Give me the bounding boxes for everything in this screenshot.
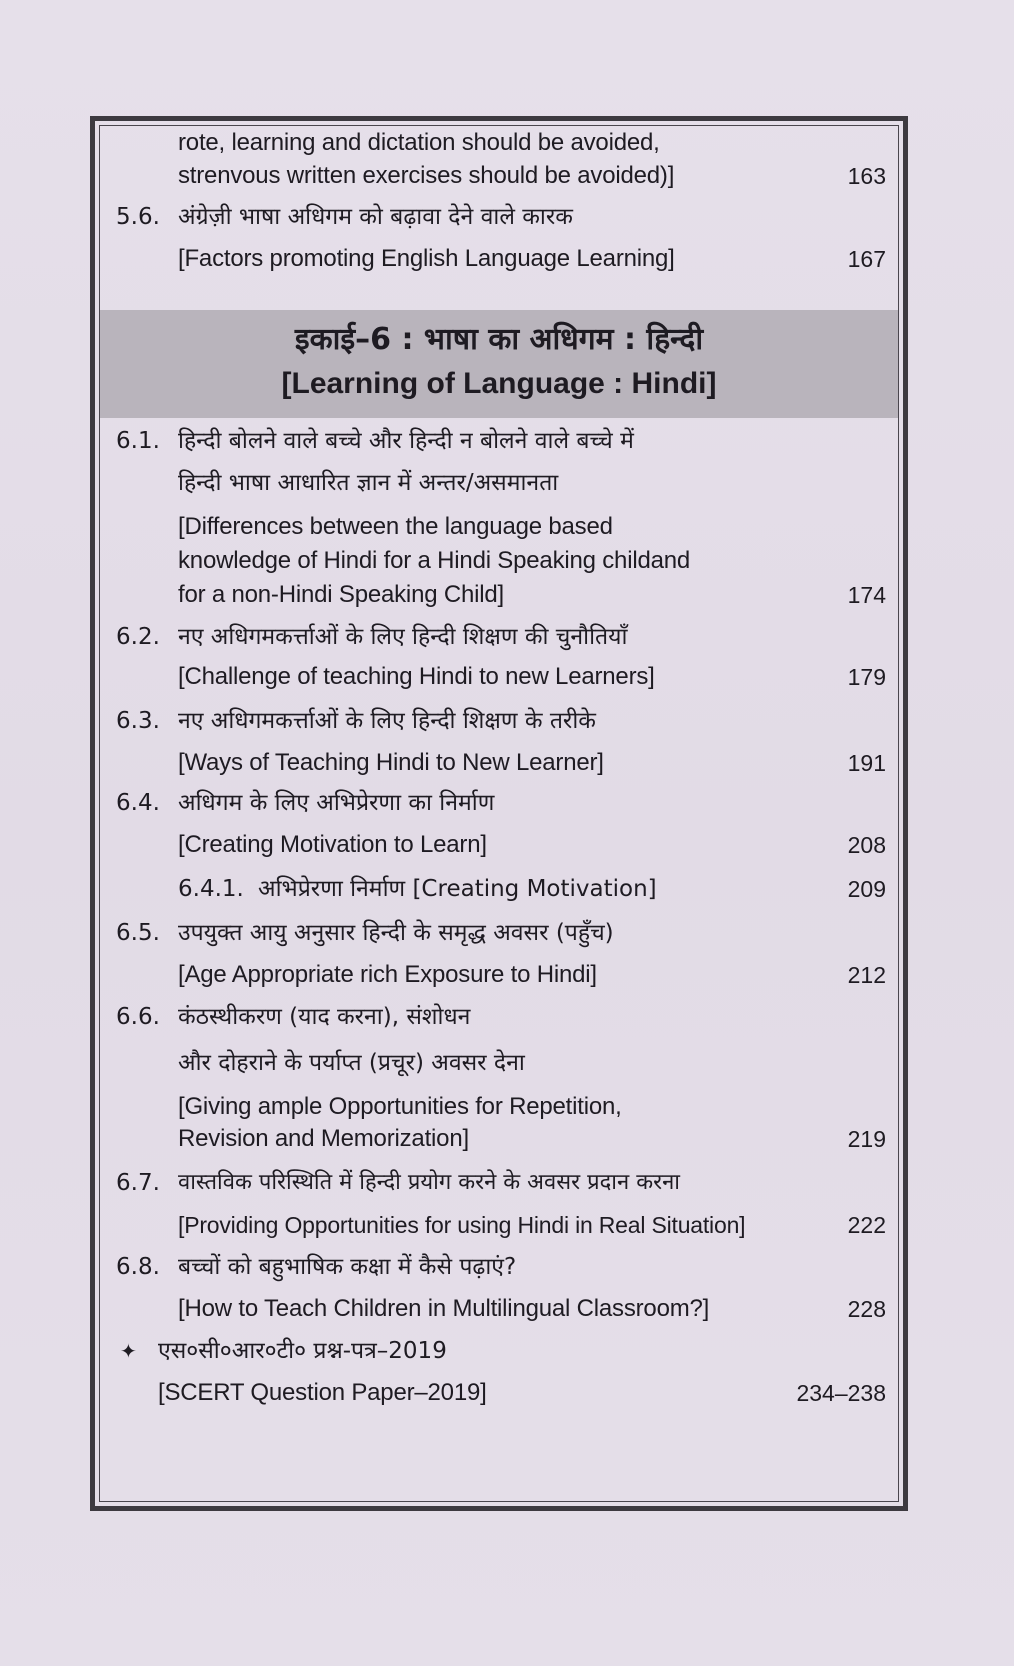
section-number: 6.8. [116, 1254, 160, 1280]
toc-line: for a non-Hindi Speaking Child] [178, 581, 504, 608]
four-pointed-star-icon: ✦ [120, 1339, 137, 1363]
toc-line: strenvous written exercises should be avoided)] [178, 162, 675, 189]
toc-line: अभिप्रेरणा निर्माण [Creating Motivation] [258, 876, 657, 902]
toc-line: हिन्दी बोलने वाले बच्चे और हिन्दी न बोलने वाले बच्चे में [178, 428, 634, 454]
toc-line: [Ways of Teaching Hindi to New Learner] [178, 749, 604, 776]
toc-line: [Giving ample Opportunities for Repetition, [178, 1093, 622, 1120]
toc-line: और दोहराने के पर्याप्त (प्रचूर) अवसर देना [178, 1050, 525, 1076]
section-number: 6.7. [116, 1170, 160, 1196]
page-number: 228 [847, 1296, 886, 1322]
page-number: 219 [847, 1126, 886, 1152]
toc-line-hindi: अंग्रेज़ी भाषा अधिगम को बढ़ावा देने वाले कारक [178, 204, 573, 230]
page-number: 179 [847, 664, 886, 690]
toc-line: हिन्दी भाषा आधारित ज्ञान में अन्तर/असमानता [178, 470, 559, 496]
section-number: 6.3. [116, 708, 160, 734]
page-number: 208 [847, 832, 886, 858]
section-number: 6.1. [116, 428, 160, 454]
page-number: 209 [847, 876, 886, 902]
toc-line: [Challenge of teaching Hindi to new Learners] [178, 663, 655, 690]
toc-line: [Creating Motivation to Learn] [178, 831, 487, 858]
toc-line: बच्चों को बहुभाषिक कक्षा में कैसे पढ़ाएं? [178, 1254, 517, 1280]
toc-line: नए अधिगमकर्त्ताओं के लिए हिन्दी शिक्षण की चुनौतियाँ [178, 624, 628, 650]
page-number: 234–238 [796, 1380, 886, 1406]
section-number: 6.2. [116, 624, 160, 650]
unit-title-hindi: इकाई–6 : भाषा का अधिगम : हिन्दी [294, 322, 704, 357]
page-number: 212 [847, 962, 886, 988]
unit-heading-band [100, 310, 898, 418]
toc-line: [Age Appropriate rich Exposure to Hindi] [178, 961, 597, 988]
section-number: 6.5. [116, 920, 160, 946]
page-number: 167 [847, 246, 886, 272]
section-number: 6.4. [116, 790, 160, 816]
section-number: 6.6. [116, 1004, 160, 1030]
toc-line: [How to Teach Children in Multilingual Classroom?] [178, 1295, 710, 1322]
unit-title-english: [Learning of Language : Hindi] [281, 367, 717, 400]
toc-line: [Differences between the language based [178, 513, 613, 540]
toc-line: rote, learning and dictation should be avoided, [178, 129, 660, 156]
toc-line: नए अधिगमकर्त्ताओं के लिए हिन्दी शिक्षण के तरीके [178, 708, 596, 734]
toc-line: knowledge of Hindi for a Hindi Speaking childand [178, 547, 691, 574]
page-number: 191 [847, 750, 886, 776]
toc-line: [Providing Opportunities for using Hindi in Real Situation] [178, 1212, 746, 1238]
page-number: 222 [847, 1212, 886, 1238]
page-number: 174 [847, 582, 886, 608]
page-number: 163 [847, 163, 886, 189]
toc-line: अधिगम के लिए अभिप्रेरणा का निर्माण [178, 790, 495, 816]
toc-line: कंठस्थीकरण (याद करना), संशोधन [178, 1004, 471, 1030]
toc-line: [SCERT Question Paper–2019] [158, 1379, 487, 1406]
toc-line: वास्तविक परिस्थिति में हिन्दी प्रयोग करने के अवसर प्रदान करना [178, 1170, 680, 1195]
toc-line: एस०सी०आर०टी० प्रश्न-पत्र–2019 [158, 1338, 447, 1364]
toc-line-english: [Factors promoting English Language Learning] [178, 245, 675, 272]
section-number: 6.4.1. [178, 876, 244, 902]
toc-line: Revision and Memorization] [178, 1125, 469, 1152]
contents-box [99, 125, 899, 1502]
toc-line: उपयुक्त आयु अनुसार हिन्दी के समृद्ध अवसर (पहुँच) [178, 920, 614, 946]
section-number: 5.6. [116, 204, 160, 230]
